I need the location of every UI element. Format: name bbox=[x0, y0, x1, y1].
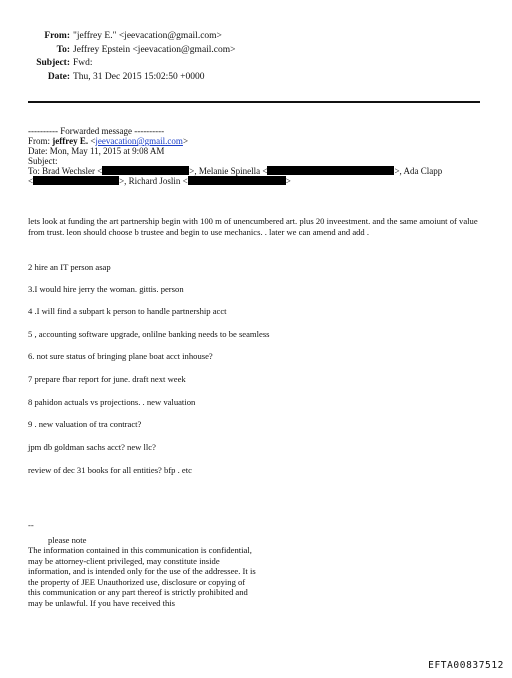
forwarded-to-line: To: Brad Wechsler < >, Melanie Spinella < >, Ada Clapp bbox=[28, 166, 443, 176]
from-value: "jeffrey E." <jeevacation@gmail.com> bbox=[73, 31, 222, 41]
date-label: Date: bbox=[47, 71, 70, 82]
subject-value: Fwd: bbox=[73, 58, 93, 68]
list-item: 5 , accounting software upgrade, onlilne banking needs to be seamless bbox=[28, 329, 270, 339]
forwarded-from-name: jeffrey E. bbox=[52, 136, 89, 146]
to-label: To: bbox=[56, 44, 70, 55]
forwarded-from: From: jeffrey E. <jeevacation@gmail.com> bbox=[28, 136, 189, 146]
header-date-row bbox=[0, 71, 512, 85]
header-to-row bbox=[0, 44, 512, 58]
forwarded-to-line-2: < >, Richard Joslin < > bbox=[28, 176, 291, 186]
list-item: 9 . new valuation of tra contract? bbox=[28, 419, 142, 429]
header-from-row bbox=[0, 30, 512, 44]
body-intro: lets look at funding the art partnership begin with 100 m of unencumbered art. plus 20 inveestment. and the same amoiunt of value from trust. leon should choose b trustee and begin to use mechanics. . later we can amend and add . bbox=[28, 216, 478, 237]
signature-dashes: -- bbox=[28, 520, 34, 530]
forwarded-message-header bbox=[28, 126, 498, 186]
list-item: 8 pahidon actuals vs projections. . new valuation bbox=[28, 397, 196, 407]
from-label: From: bbox=[44, 31, 70, 41]
signature-disclaimer: The information contained in this communication is confidential, may be attorney-client privileged, may constitute inside information, and is intended only for the use of the addressee. It is the property of JEE Unauthorized use, disclosure or copying of this communication or any part thereof is strictly prohibited and may be unlawful. If you have received this bbox=[28, 545, 256, 608]
subject-label: Subject: bbox=[36, 58, 70, 68]
forwarded-date: Date: Mon, May 11, 2015 at 9:08 AM bbox=[28, 146, 165, 156]
redaction-box bbox=[33, 176, 119, 185]
email-body bbox=[28, 216, 488, 238]
redaction-box bbox=[102, 166, 189, 175]
forwarded-from-email-link[interactable]: jeevacation@gmail.com bbox=[95, 136, 183, 146]
redaction-box bbox=[188, 176, 286, 185]
redaction-box bbox=[267, 166, 394, 175]
list-item: review of dec 31 books for all entities? bfp . etc bbox=[28, 465, 192, 475]
forwarded-subject: Subject: bbox=[28, 156, 58, 166]
email-signature bbox=[28, 520, 258, 608]
signature-note: please note bbox=[48, 534, 87, 545]
date-value: Thu, 31 Dec 2015 15:02:50 +0000 bbox=[73, 71, 205, 82]
header-subject-row bbox=[0, 57, 512, 71]
forwarded-banner: ---------- Forwarded message ---------- bbox=[28, 126, 165, 136]
list-item: 2 hire an IT person asap bbox=[28, 262, 111, 272]
list-item: 3.I would hire jerry the woman. gittis. person bbox=[28, 284, 184, 294]
document-id: EFTA00837512 bbox=[428, 660, 504, 671]
list-item: 7 prepare fbar report for june. draft next week bbox=[28, 374, 186, 384]
list-item: 4 .I will find a subpart k person to handle partnership acct bbox=[28, 306, 227, 316]
to-value: Jeffrey Epstein <jeevacation@gmail.com> bbox=[73, 44, 236, 55]
list-item: jpm db goldman sachs acct? new llc? bbox=[28, 442, 156, 452]
email-header bbox=[0, 30, 512, 84]
list-item: 6. not sure status of bringing plane boat acct inhouse? bbox=[28, 351, 213, 361]
header-divider bbox=[28, 101, 480, 103]
